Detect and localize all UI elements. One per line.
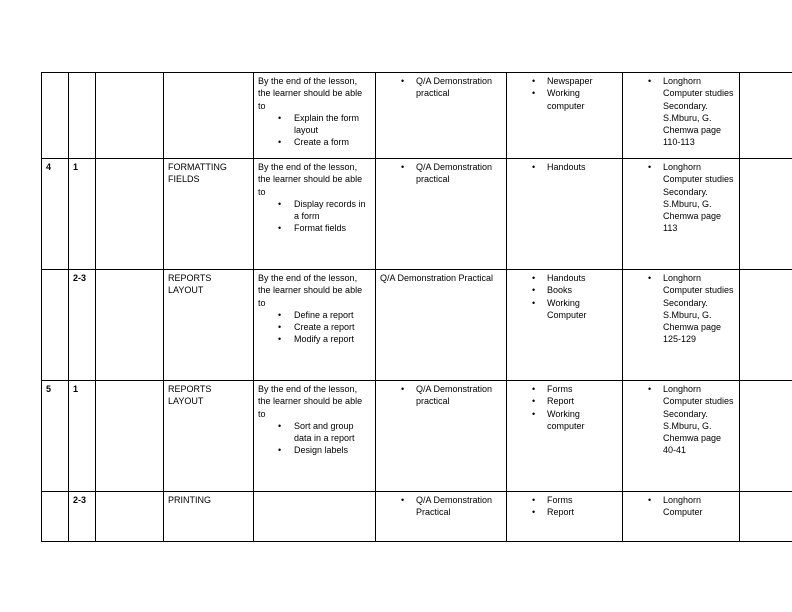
topic-cell — [164, 270, 254, 381]
objective-list — [258, 309, 371, 346]
lesson-number: 2-3 — [73, 273, 87, 283]
reference-item: • Longhorn Computer studies Secondary. S.Mburu, G. Chemwa page 40-41 — [663, 383, 735, 457]
resource-list — [511, 161, 618, 173]
objectives-cell — [254, 159, 376, 270]
activity-list — [380, 161, 502, 186]
objective-item: • Create a form — [294, 136, 371, 148]
blank-cell — [96, 159, 164, 270]
week-cell — [42, 381, 69, 492]
objective-item: • Design labels — [294, 444, 371, 456]
lesson-cell — [69, 270, 96, 381]
week-number: 4 — [46, 162, 52, 172]
remarks-cell — [740, 492, 792, 542]
reference-list — [627, 494, 735, 519]
activities-text: Q/A Demonstration Practical — [380, 273, 494, 283]
objectives-cell — [254, 492, 376, 542]
objective-item: • Modify a report — [294, 333, 371, 345]
objective-item: • Create a report — [294, 321, 371, 333]
objective-list — [258, 112, 371, 149]
table-row — [42, 492, 792, 542]
lesson-cell — [69, 381, 96, 492]
references-cell — [623, 270, 740, 381]
objective-intro: By the end of the lesson, the learner should be able to — [258, 384, 363, 419]
resource-item: • Newspaper — [547, 75, 618, 87]
topic-cell — [164, 381, 254, 492]
resources-cell — [507, 159, 623, 270]
objective-list — [258, 198, 371, 235]
blank-cell — [96, 492, 164, 542]
activity-list — [380, 75, 502, 100]
lesson-number: 1 — [73, 162, 79, 172]
topic-cell — [164, 492, 254, 542]
blank-cell — [96, 270, 164, 381]
objective-item: • Format fields — [294, 222, 371, 234]
lesson-cell — [69, 73, 96, 159]
reference-item: • Longhorn Computer studies Secondary. S.Mburu, G. Chemwa page 125-129 — [663, 272, 735, 346]
resource-item: • Working computer — [547, 408, 618, 433]
resource-item: • Books — [547, 284, 618, 296]
objectives-cell — [254, 381, 376, 492]
topic-text: REPORTS LAYOUT — [168, 273, 212, 296]
reference-list — [627, 75, 735, 149]
resource-item: • Forms — [547, 383, 618, 395]
activities-cell — [376, 159, 507, 270]
objective-item: • Explain the form layout — [294, 112, 371, 137]
reference-list — [627, 161, 735, 235]
table-row — [42, 270, 792, 381]
activity-item: • Q/A Demonstration practical — [416, 161, 502, 186]
resource-item: • Report — [547, 506, 618, 518]
remarks-cell — [740, 159, 792, 270]
topic-cell — [164, 73, 254, 159]
remarks-cell — [740, 381, 792, 492]
reference-item: • Longhorn Computer studies Secondary. S.Mburu, G. Chemwa page 110-113 — [663, 75, 735, 149]
activities-cell — [376, 492, 507, 542]
resources-cell — [507, 492, 623, 542]
objective-item: • Define a report — [294, 309, 371, 321]
reference-list — [627, 272, 735, 346]
blank-cell — [96, 381, 164, 492]
resource-item: • Forms — [547, 494, 618, 506]
topic-cell — [164, 159, 254, 270]
lesson-cell — [69, 159, 96, 270]
objectives-cell — [254, 73, 376, 159]
objective-intro: By the end of the lesson, the learner should be able to — [258, 162, 363, 197]
week-cell — [42, 159, 69, 270]
remarks-cell — [740, 270, 792, 381]
resources-cell — [507, 381, 623, 492]
references-cell — [623, 159, 740, 270]
resource-item: • Report — [547, 395, 618, 407]
activities-cell — [376, 270, 507, 381]
objective-intro: By the end of the lesson, the learner should be able to — [258, 273, 363, 308]
activities-cell — [376, 381, 507, 492]
lesson-number: 2-3 — [73, 495, 87, 505]
activity-list — [380, 494, 502, 519]
references-cell — [623, 492, 740, 542]
week-number: 5 — [46, 384, 52, 394]
resource-list — [511, 383, 618, 432]
week-cell — [42, 270, 69, 381]
resource-item: • Handouts — [547, 272, 618, 284]
objective-intro: By the end of the lesson, the learner should be able to — [258, 76, 363, 111]
week-cell — [42, 73, 69, 159]
objectives-cell — [254, 270, 376, 381]
lesson-number: 1 — [73, 384, 79, 394]
blank-cell — [96, 73, 164, 159]
resource-item: • Working Computer — [547, 297, 618, 322]
table-row — [42, 73, 792, 159]
topic-text: FORMATTING FIELDS — [168, 162, 227, 185]
activity-item: • Q/A Demonstration Practical — [416, 494, 502, 519]
table-row — [42, 159, 792, 270]
references-cell — [623, 73, 740, 159]
resource-item: • Working computer — [547, 87, 618, 112]
objective-item: • Sort and group data in a report — [294, 420, 371, 445]
table-row — [42, 381, 792, 492]
reference-item: • Longhorn Computer studies Secondary. S.Mburu, G. Chemwa page 113 — [663, 161, 735, 235]
activity-list — [380, 383, 502, 408]
week-cell — [42, 492, 69, 542]
topic-text: PRINTING — [168, 495, 212, 505]
resource-item: • Handouts — [547, 161, 618, 173]
resources-cell — [507, 270, 623, 381]
scheme-of-work-table — [41, 72, 792, 542]
resource-list — [511, 494, 618, 519]
topic-text: REPORTS LAYOUT — [168, 384, 212, 407]
resource-list — [511, 272, 618, 321]
remarks-cell — [740, 73, 792, 159]
resource-list — [511, 75, 618, 112]
activity-item: • Q/A Demonstration practical — [416, 75, 502, 100]
resources-cell — [507, 73, 623, 159]
objective-item: • Display records in a form — [294, 198, 371, 223]
reference-list — [627, 383, 735, 457]
activity-item: • Q/A Demonstration practical — [416, 383, 502, 408]
references-cell — [623, 381, 740, 492]
objective-list — [258, 420, 371, 457]
lesson-cell — [69, 492, 96, 542]
activities-cell — [376, 73, 507, 159]
reference-item: • Longhorn Computer — [663, 494, 735, 519]
